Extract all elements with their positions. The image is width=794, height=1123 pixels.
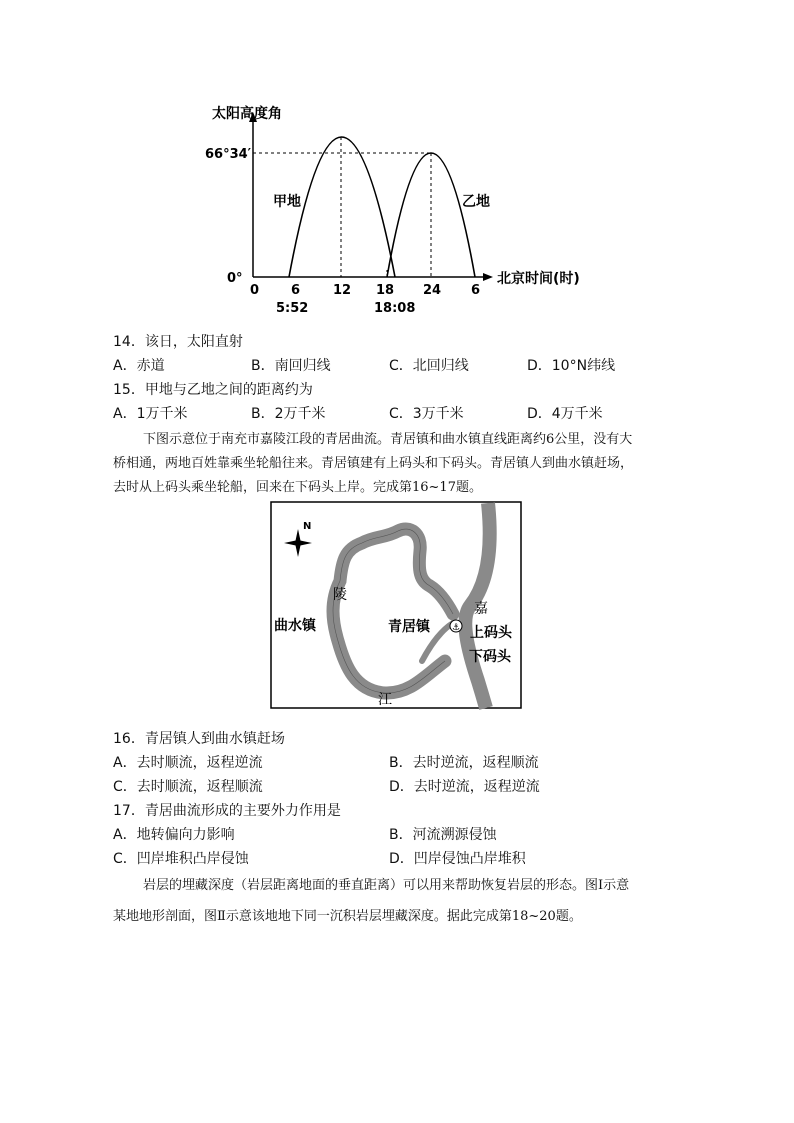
x-axis-label: 北京时间(时) — [497, 271, 580, 287]
y-tick-top: 66°34′ — [205, 147, 252, 162]
x-tick: 6 — [291, 283, 301, 298]
label-lower-pier: 下码头 — [469, 649, 511, 665]
q15-option-a: A．1万千米 — [113, 406, 188, 422]
question-17-stem: 17．青居曲流形成的主要外力作用是 — [113, 803, 341, 819]
passage-2-line: 岩层的埋藏深度（岩层距离地面的垂直距离）可以用来帮助恢复岩层的形态。图Ⅰ示意 — [143, 878, 630, 893]
q14-option-a: A．赤道 — [113, 358, 165, 374]
q15-option-d: D．4万千米 — [527, 406, 603, 422]
q17-option-c: C．凹岸堆积凸岸侵蚀 — [113, 851, 249, 867]
question-15-stem: 15．甲地与乙地之间的距离约为 — [113, 382, 313, 398]
q16-option-c: C．去时顺流，返程顺流 — [113, 779, 263, 795]
q16-option-a: A．去时顺流，返程逆流 — [113, 755, 263, 771]
curve-jia-label: 甲地 — [273, 194, 301, 210]
x-tick: 6 — [471, 283, 481, 298]
x-tick: 12 — [333, 283, 352, 298]
y-axis-label: 太阳高度角 — [212, 106, 282, 122]
river-label-jiang: 江 — [378, 692, 392, 708]
q17-option-b: B．河流溯源侵蚀 — [389, 827, 497, 843]
x-tick: 18 — [376, 283, 395, 298]
sunrise-time: 5:52 — [276, 301, 309, 316]
question-16-stem: 16．青居镇人到曲水镇赶场 — [113, 731, 285, 747]
label-upper-pier: 上码头 — [470, 625, 512, 641]
river-label-ling: 陵 — [333, 587, 347, 603]
sunset-time: 18:08 — [374, 301, 416, 316]
q14-option-c: C．北回归线 — [389, 358, 469, 374]
passage-1-line: 下图示意位于南充市嘉陵江段的青居曲流。青居镇和曲水镇直线距离约6公里，没有大 — [143, 432, 633, 447]
q17-option-d: D．凹岸侵蚀凸岸堆积 — [389, 851, 526, 867]
river-label-jia: 嘉 — [474, 601, 488, 617]
town-label-qushui: 曲水镇 — [274, 618, 316, 634]
q15-option-c: C．3万千米 — [389, 406, 464, 422]
q17-option-a: A．地转偏向力影响 — [113, 827, 235, 843]
q16-option-d: D．去时逆流，返程逆流 — [389, 779, 540, 795]
curve-yi-label: 乙地 — [462, 194, 490, 210]
q15-option-b: B．2万千米 — [251, 406, 326, 422]
q14-option-b: B．南回归线 — [251, 358, 331, 374]
town-label-qingju: 青居镇 — [388, 619, 430, 635]
passage-1-line: 桥相通，两地百姓靠乘坐轮船往来。青居镇建有上码头和下码头。青居镇人到曲水镇赶场， — [113, 456, 634, 471]
passage-1-line: 去时从上码头乘坐轮船，回来在下码头上岸。完成第16~17题。 — [113, 480, 482, 495]
north-label: N — [303, 521, 312, 532]
q14-option-d: D．10°N纬线 — [527, 358, 616, 374]
y-tick-zero: 0° — [227, 271, 243, 286]
q16-option-b: B．去时逆流，返程顺流 — [389, 755, 539, 771]
question-14-stem: 14．该日，太阳直射 — [113, 334, 243, 350]
x-tick: 24 — [423, 283, 442, 298]
anchor-icon: ⚓ — [452, 623, 461, 633]
passage-2-line: 某地地形剖面，图Ⅱ示意该地地下同一沉积岩层埋藏深度。据此完成第18~20题。 — [113, 909, 582, 924]
x-tick: 0 — [250, 283, 260, 298]
x-axis-arrow — [483, 273, 493, 281]
curve-jia — [289, 137, 395, 277]
meander-map — [270, 501, 522, 710]
solar-altitude-chart — [200, 100, 580, 320]
